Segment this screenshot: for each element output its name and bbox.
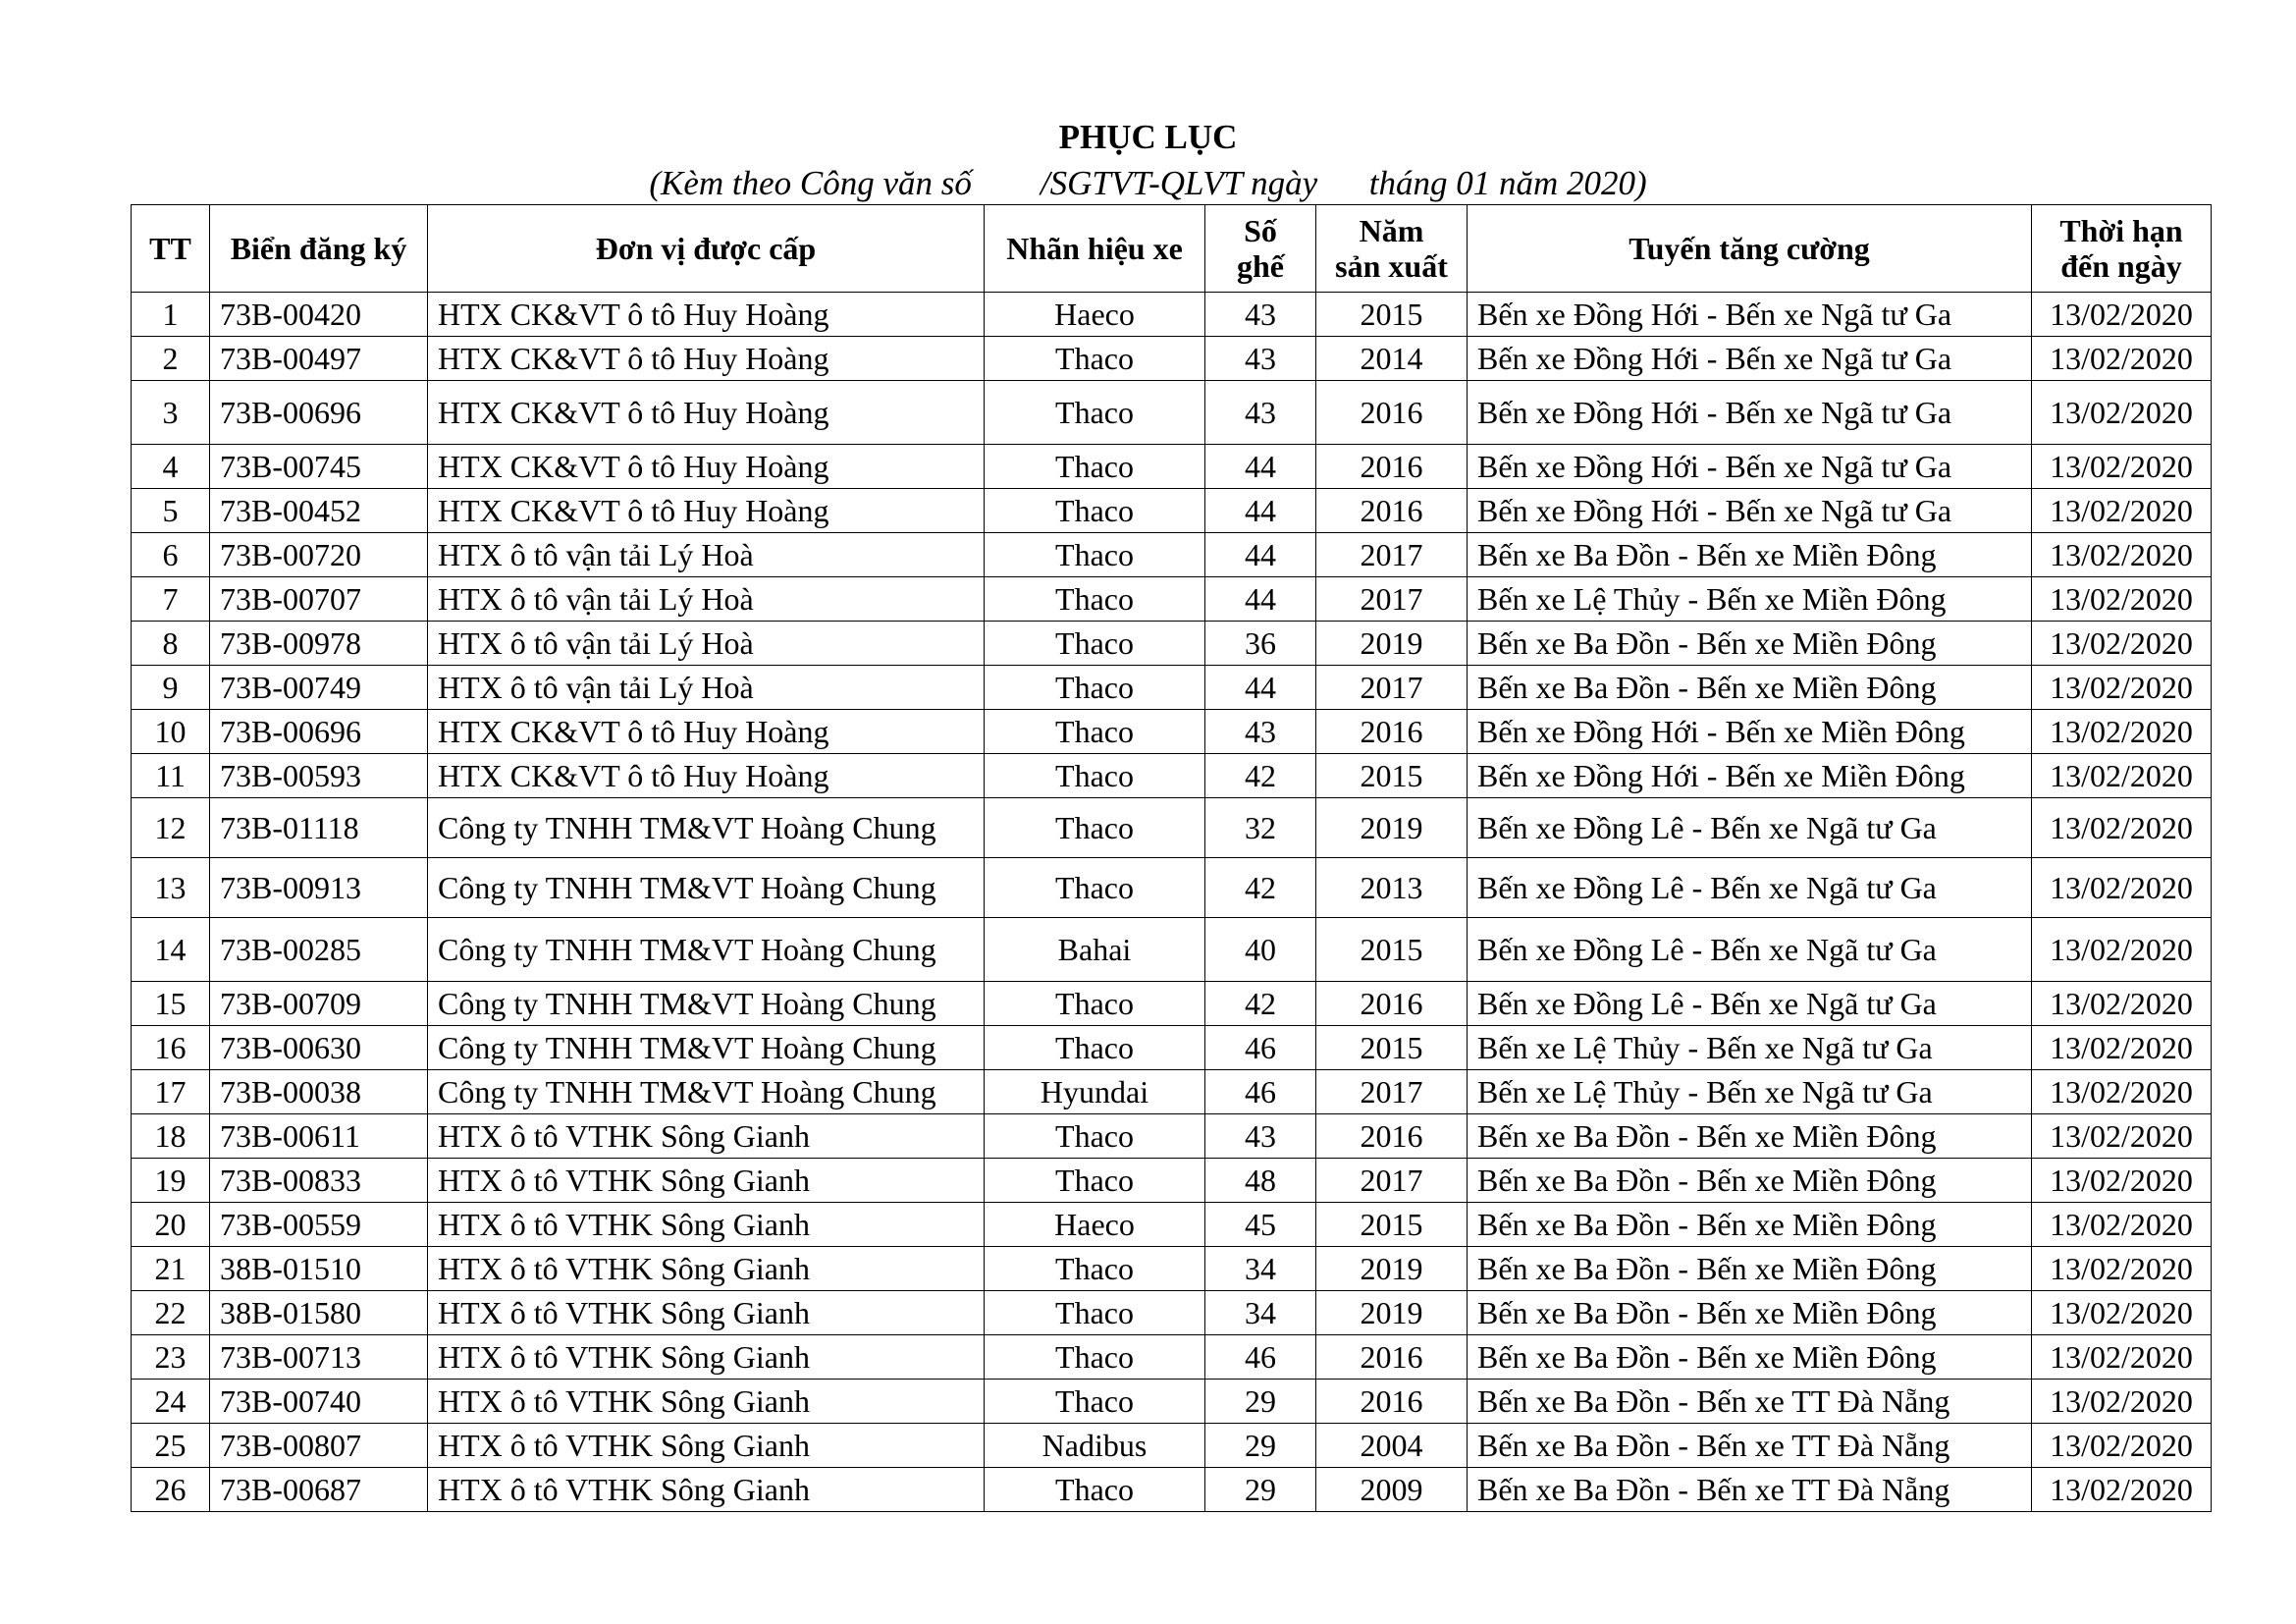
deadline-cell: 13/02/2020 — [2032, 1468, 2212, 1512]
table-row — [132, 1424, 2212, 1468]
route-cell: Bến xe Đồng Hới - Bến xe Miền Đông — [1468, 754, 2032, 798]
deadline-cell: 13/02/2020 — [2032, 754, 2212, 798]
seats-cell: 32 — [1205, 798, 1316, 858]
unit-cell: HTX ô tô VTHK Sông Gianh — [428, 1291, 985, 1335]
row-number: 21 — [132, 1247, 210, 1291]
unit-cell: HTX CK&VT ô tô Huy Hoàng — [428, 489, 985, 533]
plate-cell: 73B-00452 — [210, 489, 428, 533]
plate-cell: 73B-00038 — [210, 1070, 428, 1114]
plate-cell: 73B-00687 — [210, 1468, 428, 1512]
brand-cell: Haeco — [985, 1203, 1205, 1247]
seats-cell: 44 — [1205, 445, 1316, 489]
unit-cell: HTX ô tô VTHK Sông Gianh — [428, 1335, 985, 1380]
brand-cell: Thaco — [985, 1335, 1205, 1380]
seats-cell: 34 — [1205, 1291, 1316, 1335]
brand-cell: Thaco — [985, 1159, 1205, 1203]
table-row — [132, 533, 2212, 577]
row-number: 5 — [132, 489, 210, 533]
table-row — [132, 798, 2212, 858]
row-number: 2 — [132, 337, 210, 381]
row-number: 19 — [132, 1159, 210, 1203]
year-cell: 2016 — [1316, 710, 1468, 754]
brand-cell: Thaco — [985, 710, 1205, 754]
header-row — [132, 205, 2212, 293]
unit-cell: HTX ô tô VTHK Sông Gianh — [428, 1468, 985, 1512]
brand-cell: Thaco — [985, 1026, 1205, 1070]
brand-cell: Thaco — [985, 622, 1205, 666]
row-number: 9 — [132, 666, 210, 710]
row-number: 24 — [132, 1380, 210, 1424]
header-seats-line2: ghế — [1237, 248, 1284, 284]
plate-cell: 73B-00611 — [210, 1114, 428, 1159]
table-row — [132, 577, 2212, 622]
table-row — [132, 337, 2212, 381]
unit-cell: HTX ô tô VTHK Sông Gianh — [428, 1424, 985, 1468]
seats-cell: 45 — [1205, 1203, 1316, 1247]
year-cell: 2004 — [1316, 1424, 1468, 1468]
row-number: 6 — [132, 533, 210, 577]
table-row — [132, 445, 2212, 489]
unit-cell: Công ty TNHH TM&VT Hoàng Chung — [428, 798, 985, 858]
vehicle-table — [131, 204, 2212, 1512]
unit-cell: HTX ô tô VTHK Sông Gianh — [428, 1159, 985, 1203]
deadline-cell: 13/02/2020 — [2032, 918, 2212, 982]
plate-cell: 73B-00709 — [210, 982, 428, 1026]
route-cell: Bến xe Ba Đồn - Bến xe Miền Đông — [1468, 1114, 2032, 1159]
year-cell: 2017 — [1316, 1070, 1468, 1114]
brand-cell: Thaco — [985, 381, 1205, 445]
year-cell: 2016 — [1316, 445, 1468, 489]
plate-cell: 73B-00559 — [210, 1203, 428, 1247]
plate-cell: 73B-00749 — [210, 666, 428, 710]
year-cell: 2016 — [1316, 1114, 1468, 1159]
seats-cell: 43 — [1205, 381, 1316, 445]
table-row — [132, 754, 2212, 798]
brand-cell: Bahai — [985, 918, 1205, 982]
deadline-cell: 13/02/2020 — [2032, 533, 2212, 577]
row-number: 14 — [132, 918, 210, 982]
plate-cell: 73B-00285 — [210, 918, 428, 982]
seats-cell: 44 — [1205, 533, 1316, 577]
year-cell: 2019 — [1316, 622, 1468, 666]
brand-cell: Thaco — [985, 337, 1205, 381]
unit-cell: HTX ô tô VTHK Sông Gianh — [428, 1380, 985, 1424]
seats-cell: 29 — [1205, 1468, 1316, 1512]
unit-cell: HTX CK&VT ô tô Huy Hoàng — [428, 381, 985, 445]
seats-cell: 42 — [1205, 858, 1316, 918]
deadline-cell: 13/02/2020 — [2032, 1380, 2212, 1424]
brand-cell: Thaco — [985, 1468, 1205, 1512]
deadline-cell: 13/02/2020 — [2032, 982, 2212, 1026]
seats-cell: 43 — [1205, 293, 1316, 337]
table-row — [132, 1247, 2212, 1291]
route-cell: Bến xe Ba Đồn - Bến xe TT Đà Nẵng — [1468, 1380, 2032, 1424]
table-row — [132, 1335, 2212, 1380]
unit-cell: HTX CK&VT ô tô Huy Hoàng — [428, 710, 985, 754]
deadline-cell: 13/02/2020 — [2032, 293, 2212, 337]
deadline-cell: 13/02/2020 — [2032, 1203, 2212, 1247]
row-number: 23 — [132, 1335, 210, 1380]
brand-cell: Thaco — [985, 666, 1205, 710]
unit-cell: Công ty TNHH TM&VT Hoàng Chung — [428, 1070, 985, 1114]
seats-cell: 40 — [1205, 918, 1316, 982]
table-row — [132, 1380, 2212, 1424]
plate-cell: 73B-00745 — [210, 445, 428, 489]
route-cell: Bến xe Ba Đồn - Bến xe Miền Đông — [1468, 1203, 2032, 1247]
table-row — [132, 918, 2212, 982]
row-number: 12 — [132, 798, 210, 858]
plate-cell: 73B-00720 — [210, 533, 428, 577]
row-number: 1 — [132, 293, 210, 337]
unit-cell: HTX ô tô VTHK Sông Gianh — [428, 1203, 985, 1247]
row-number: 4 — [132, 445, 210, 489]
year-cell: 2019 — [1316, 1291, 1468, 1335]
year-cell: 2017 — [1316, 533, 1468, 577]
route-cell: Bến xe Đồng Lê - Bến xe Ngã tư Ga — [1468, 798, 2032, 858]
route-cell: Bến xe Ba Đồn - Bến xe Miền Đông — [1468, 1159, 2032, 1203]
deadline-cell: 13/02/2020 — [2032, 1335, 2212, 1380]
table-row — [132, 1468, 2212, 1512]
seats-cell: 34 — [1205, 1247, 1316, 1291]
row-number: 15 — [132, 982, 210, 1026]
deadline-cell: 13/02/2020 — [2032, 622, 2212, 666]
year-cell: 2015 — [1316, 918, 1468, 982]
brand-cell: Thaco — [985, 858, 1205, 918]
deadline-cell: 13/02/2020 — [2032, 1291, 2212, 1335]
route-cell: Bến xe Ba Đồn - Bến xe Miền Đông — [1468, 666, 2032, 710]
year-cell: 2017 — [1316, 1159, 1468, 1203]
page-subtitle: (Kèm theo Công văn số /SGTVT-QLVT ngày tháng 01 năm 2020) — [649, 164, 1647, 202]
route-cell: Bến xe Ba Đồn - Bến xe Miền Đông — [1468, 1335, 2032, 1380]
unit-cell: HTX CK&VT ô tô Huy Hoàng — [428, 337, 985, 381]
deadline-cell: 13/02/2020 — [2032, 577, 2212, 622]
route-cell: Bến xe Đồng Hới - Bến xe Ngã tư Ga — [1468, 293, 2032, 337]
route-cell: Bến xe Đồng Lê - Bến xe Ngã tư Ga — [1468, 982, 2032, 1026]
year-cell: 2015 — [1316, 1203, 1468, 1247]
unit-cell: HTX ô tô vận tải Lý Hoà — [428, 666, 985, 710]
brand-cell: Thaco — [985, 982, 1205, 1026]
brand-cell: Thaco — [985, 1114, 1205, 1159]
plate-cell: 73B-01118 — [210, 798, 428, 858]
deadline-cell: 13/02/2020 — [2032, 1424, 2212, 1468]
page-title: PHỤC LỤC — [1058, 118, 1238, 156]
route-cell: Bến xe Đồng Hới - Bến xe Ngã tư Ga — [1468, 381, 2032, 445]
table-row — [132, 1159, 2212, 1203]
year-cell: 2014 — [1316, 337, 1468, 381]
seats-cell: 43 — [1205, 337, 1316, 381]
brand-cell: Thaco — [985, 1380, 1205, 1424]
table-row — [132, 293, 2212, 337]
row-number: 26 — [132, 1468, 210, 1512]
plate-cell: 73B-00978 — [210, 622, 428, 666]
seats-cell: 44 — [1205, 489, 1316, 533]
header-year — [1316, 205, 1468, 293]
route-cell: Bến xe Lệ Thủy - Bến xe Ngã tư Ga — [1468, 1070, 2032, 1114]
plate-cell: 73B-00593 — [210, 754, 428, 798]
seats-cell: 46 — [1205, 1335, 1316, 1380]
header-seats-line1: Số — [1244, 213, 1277, 248]
seats-cell: 43 — [1205, 710, 1316, 754]
row-number: 25 — [132, 1424, 210, 1468]
brand-cell: Thaco — [985, 533, 1205, 577]
table-row — [132, 1203, 2212, 1247]
row-number: 17 — [132, 1070, 210, 1114]
brand-cell: Hyundai — [985, 1070, 1205, 1114]
row-number: 10 — [132, 710, 210, 754]
plate-cell: 73B-00713 — [210, 1335, 428, 1380]
deadline-cell: 13/02/2020 — [2032, 1114, 2212, 1159]
seats-cell: 42 — [1205, 982, 1316, 1026]
year-cell: 2015 — [1316, 754, 1468, 798]
year-cell: 2016 — [1316, 1380, 1468, 1424]
brand-cell: Thaco — [985, 577, 1205, 622]
year-cell: 2013 — [1316, 858, 1468, 918]
plate-cell: 73B-00913 — [210, 858, 428, 918]
unit-cell: HTX ô tô VTHK Sông Gianh — [428, 1114, 985, 1159]
route-cell: Bến xe Ba Đồn - Bến xe Miền Đông — [1468, 533, 2032, 577]
plate-cell: 73B-00696 — [210, 381, 428, 445]
table-body — [132, 293, 2212, 1512]
brand-cell: Thaco — [985, 798, 1205, 858]
year-cell: 2009 — [1316, 1468, 1468, 1512]
deadline-cell: 13/02/2020 — [2032, 666, 2212, 710]
plate-cell: 73B-00630 — [210, 1026, 428, 1070]
brand-cell: Thaco — [985, 445, 1205, 489]
route-cell: Bến xe Ba Đồn - Bến xe TT Đà Nẵng — [1468, 1468, 2032, 1512]
seats-cell: 46 — [1205, 1070, 1316, 1114]
seats-cell: 46 — [1205, 1026, 1316, 1070]
header-deadline-line2: đến ngày — [2060, 248, 2182, 284]
deadline-cell: 13/02/2020 — [2032, 710, 2212, 754]
deadline-cell: 13/02/2020 — [2032, 337, 2212, 381]
unit-cell: HTX CK&VT ô tô Huy Hoàng — [428, 754, 985, 798]
plate-cell: 38B-01580 — [210, 1291, 428, 1335]
plate-cell: 73B-00420 — [210, 293, 428, 337]
seats-cell: 36 — [1205, 622, 1316, 666]
header-route: Tuyến tăng cường — [1468, 205, 2032, 293]
header-year-line1: Năm — [1359, 213, 1424, 248]
route-cell: Bến xe Lệ Thủy - Bến xe Ngã tư Ga — [1468, 1026, 2032, 1070]
seats-cell: 29 — [1205, 1424, 1316, 1468]
brand-cell: Haeco — [985, 293, 1205, 337]
seats-cell: 42 — [1205, 754, 1316, 798]
seats-cell: 48 — [1205, 1159, 1316, 1203]
row-number: 3 — [132, 381, 210, 445]
plate-cell: 73B-00707 — [210, 577, 428, 622]
header-deadline-line1: Thời hạn — [2059, 213, 2183, 248]
seats-cell: 43 — [1205, 1114, 1316, 1159]
year-cell: 2017 — [1316, 577, 1468, 622]
unit-cell: HTX ô tô vận tải Lý Hoà — [428, 533, 985, 577]
route-cell: Bến xe Lệ Thủy - Bến xe Miền Đông — [1468, 577, 2032, 622]
brand-cell: Nadibus — [985, 1424, 1205, 1468]
year-cell: 2016 — [1316, 489, 1468, 533]
unit-cell: HTX ô tô vận tải Lý Hoà — [428, 622, 985, 666]
plate-cell: 38B-01510 — [210, 1247, 428, 1291]
route-cell: Bến xe Ba Đồn - Bến xe Miền Đông — [1468, 1247, 2032, 1291]
unit-cell: HTX ô tô vận tải Lý Hoà — [428, 577, 985, 622]
year-cell: 2017 — [1316, 666, 1468, 710]
table-row — [132, 622, 2212, 666]
seats-cell: 44 — [1205, 666, 1316, 710]
deadline-cell: 13/02/2020 — [2032, 445, 2212, 489]
year-cell: 2015 — [1316, 293, 1468, 337]
route-cell: Bến xe Đồng Hới - Bến xe Ngã tư Ga — [1468, 489, 2032, 533]
brand-cell: Thaco — [985, 754, 1205, 798]
plate-cell: 73B-00740 — [210, 1380, 428, 1424]
year-cell: 2015 — [1316, 1026, 1468, 1070]
deadline-cell: 13/02/2020 — [2032, 1159, 2212, 1203]
brand-cell: Thaco — [985, 1291, 1205, 1335]
plate-cell: 73B-00696 — [210, 710, 428, 754]
table-row — [132, 982, 2212, 1026]
row-number: 18 — [132, 1114, 210, 1159]
row-number: 11 — [132, 754, 210, 798]
seats-cell: 44 — [1205, 577, 1316, 622]
route-cell: Bến xe Ba Đồn - Bến xe TT Đà Nẵng — [1468, 1424, 2032, 1468]
table-row — [132, 858, 2212, 918]
header-year-line2: sản xuất — [1335, 248, 1448, 284]
year-cell: 2016 — [1316, 381, 1468, 445]
header-brand: Nhãn hiệu xe — [985, 205, 1205, 293]
table-row — [132, 666, 2212, 710]
table-row — [132, 1070, 2212, 1114]
row-number: 13 — [132, 858, 210, 918]
header-seats — [1205, 205, 1316, 293]
brand-cell: Thaco — [985, 1247, 1205, 1291]
row-number: 20 — [132, 1203, 210, 1247]
table-row — [132, 489, 2212, 533]
table-row — [132, 1026, 2212, 1070]
route-cell: Bến xe Đồng Hới - Bến xe Ngã tư Ga — [1468, 445, 2032, 489]
brand-cell: Thaco — [985, 489, 1205, 533]
route-cell: Bến xe Ba Đồn - Bến xe Miền Đông — [1468, 1291, 2032, 1335]
deadline-cell: 13/02/2020 — [2032, 1247, 2212, 1291]
table-row — [132, 381, 2212, 445]
deadline-cell: 13/02/2020 — [2032, 858, 2212, 918]
unit-cell: HTX CK&VT ô tô Huy Hoàng — [428, 445, 985, 489]
deadline-cell: 13/02/2020 — [2032, 1026, 2212, 1070]
deadline-cell: 13/02/2020 — [2032, 489, 2212, 533]
seats-cell: 29 — [1205, 1380, 1316, 1424]
row-number: 8 — [132, 622, 210, 666]
header-plate: Biển đăng ký — [210, 205, 428, 293]
unit-cell: HTX CK&VT ô tô Huy Hoàng — [428, 293, 985, 337]
year-cell: 2019 — [1316, 1247, 1468, 1291]
row-number: 16 — [132, 1026, 210, 1070]
table-row — [132, 1114, 2212, 1159]
unit-cell: Công ty TNHH TM&VT Hoàng Chung — [428, 858, 985, 918]
row-number: 22 — [132, 1291, 210, 1335]
unit-cell: HTX ô tô VTHK Sông Gianh — [428, 1247, 985, 1291]
year-cell: 2016 — [1316, 1335, 1468, 1380]
year-cell: 2019 — [1316, 798, 1468, 858]
route-cell: Bến xe Ba Đồn - Bến xe Miền Đông — [1468, 622, 2032, 666]
route-cell: Bến xe Đồng Hới - Bến xe Miền Đông — [1468, 710, 2032, 754]
deadline-cell: 13/02/2020 — [2032, 381, 2212, 445]
route-cell: Bến xe Đồng Hới - Bến xe Ngã tư Ga — [1468, 337, 2032, 381]
header-unit: Đơn vị được cấp — [428, 205, 985, 293]
deadline-cell: 13/02/2020 — [2032, 798, 2212, 858]
deadline-cell: 13/02/2020 — [2032, 1070, 2212, 1114]
table-row — [132, 710, 2212, 754]
header-deadline — [2032, 205, 2212, 293]
year-cell: 2016 — [1316, 982, 1468, 1026]
unit-cell: Công ty TNHH TM&VT Hoàng Chung — [428, 1026, 985, 1070]
plate-cell: 73B-00833 — [210, 1159, 428, 1203]
route-cell: Bến xe Đồng Lê - Bến xe Ngã tư Ga — [1468, 918, 2032, 982]
plate-cell: 73B-00497 — [210, 337, 428, 381]
table-row — [132, 1291, 2212, 1335]
unit-cell: Công ty TNHH TM&VT Hoàng Chung — [428, 982, 985, 1026]
route-cell: Bến xe Đồng Lê - Bến xe Ngã tư Ga — [1468, 858, 2032, 918]
unit-cell: Công ty TNHH TM&VT Hoàng Chung — [428, 918, 985, 982]
header-tt: TT — [132, 205, 210, 293]
plate-cell: 73B-00807 — [210, 1424, 428, 1468]
row-number: 7 — [132, 577, 210, 622]
